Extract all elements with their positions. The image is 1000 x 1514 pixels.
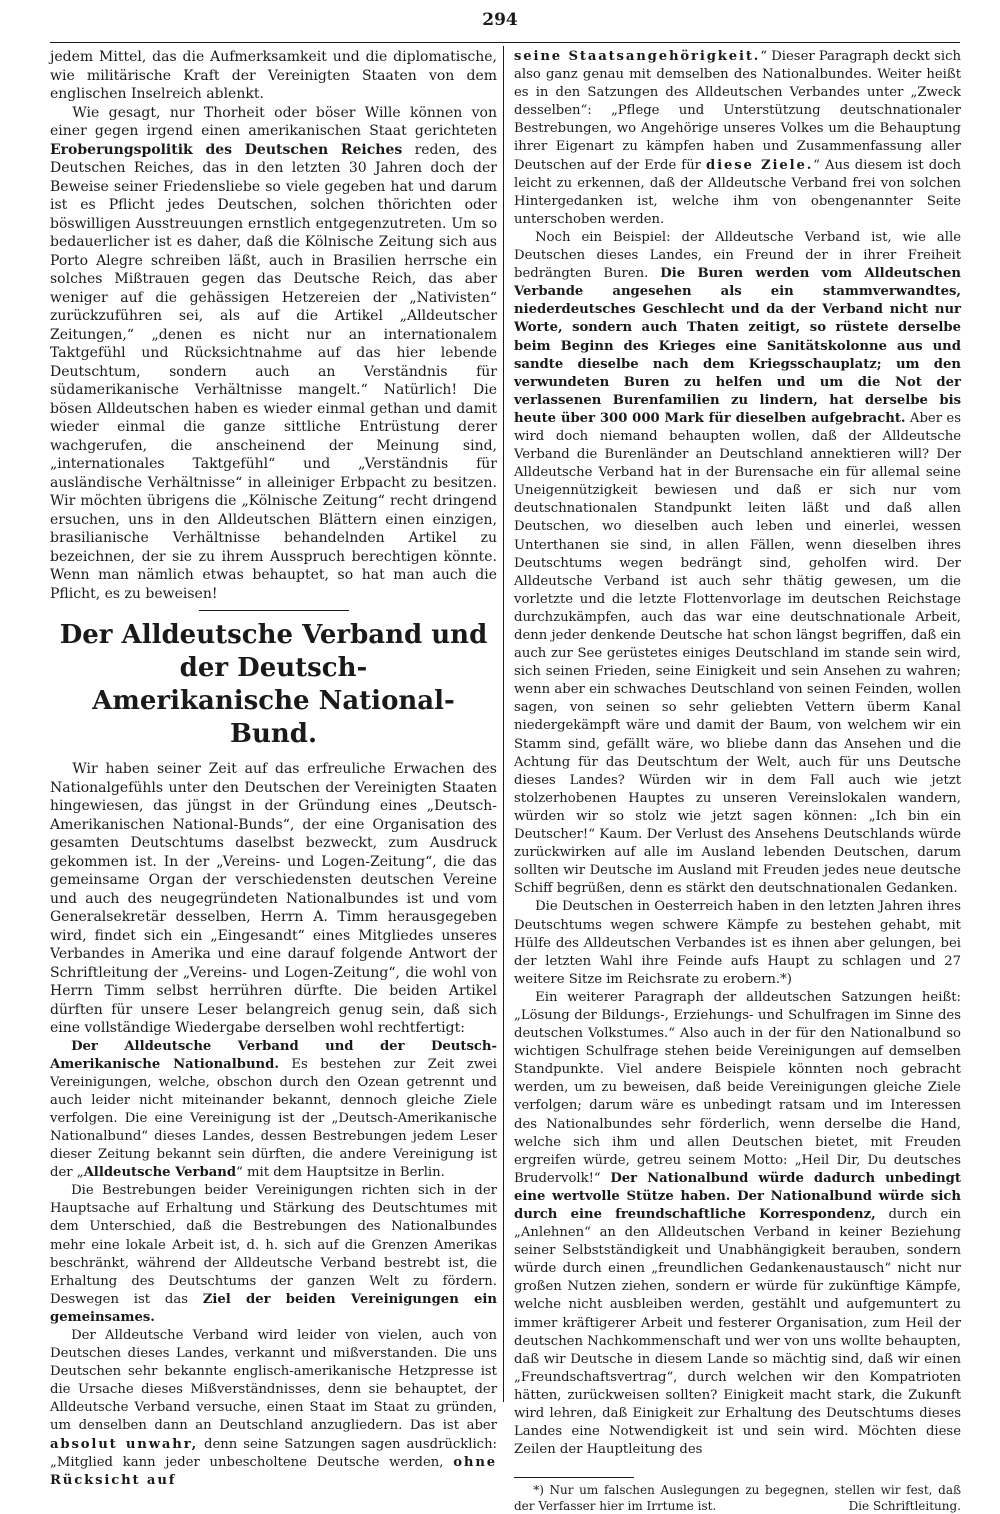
left-paragraph-5-text: Die Bestrebungen beider Vereinigungen richten sich in der Hauptsache auf Erhaltung und Stärkung des Deutschtumes mit dem Unterschied, daß die Bestrebungen des Nationalbundes mehr eine lokale Arbeit ist, d. h. sich auf die Grenzen Amerikas beschränkt, während der Alldeutsche Verband bestrebt ist, die Erhaltung des Deutschtums der ganzen Welt zu fördern. Deswegen ist das (50, 1183, 497, 1307)
right-paragraph-4-text-a: Ein weiterer Paragraph der alldeutschen Satzungen heißt: „Lösung der Bildungs-, Erziehungs- und Schulfragen im Sinne des deutschen Volkstumes.“ Also auch in der für den Nationalbund so wichtigen Schulfrage stehen beide Vereinigungen auf demselben Standpunkte. Viel andere Beispiele könnten noch gebracht werden, um zu beweisen, daß beide Vereinigungen gleiche Ziele verfolgen; darum wäre es unbedingt ratsam und im Interessen des Nationalbundes sehr förderlich, wenn derselbe die Hand, welche sich ihm und allen Deutschen bietet, mit Freuden ergreifen würde, getreu seinem Motto: „Heil Dir, Du deutsches Brudervolk!“ (514, 989, 961, 1186)
left-paragraph-4-text-a: Es bestehen zur Zeit zwei Vereinigungen, welche, obschon durch den Ozean getrennt und auch leider nicht miteinander bekannt, dennoch gleiche Ziele verfolgen. Die eine Vereinigung ist der „Deutsch-Amerikanische Nationalbund“ dieses Landes, dessen Bestrebungen jedem Leser dieser Zeitung bekannt sein dürften, die andere Vereinigung ist der „ (50, 1056, 498, 1181)
left-paragraph-6-spaced: absolut unwahr, (50, 1436, 199, 1452)
article-lead: Der Alldeutsche Verband und der Deutsch-Amerikanische Nationalbund. (50, 1038, 497, 1072)
section-title-line-2: Amerikanische National-Bund. (92, 686, 455, 749)
footnote-rule (514, 1477, 634, 1478)
left-paragraph-4-text-b: “ mit dem Hauptsitze in Berlin. (236, 1165, 445, 1181)
section-divider (199, 610, 349, 611)
column-divider (503, 46, 504, 1402)
left-paragraph-1: jedem Mittel, das die Aufmerksamkeit und die diplomatische, wie militärische Kraft der Vereinigten Staaten von dem englischen Inselreich ablenkt. (50, 49, 497, 102)
right-paragraph-2-text-a: Noch ein Beispiel: der Alldeutsche Verband ist, wie alle Deutschen dieses Landes, ein Freund der in ihrer Freiheit bedrängten Buren. (514, 229, 961, 282)
left-paragraph-4 (50, 1038, 497, 1183)
right-paragraph-1-text-b: “ Aus diesem ist doch leicht zu erkennen, daß der Alldeutsche Verband frei von solchen Hintergedanken ist, welche ihm von obengenannter Seite unterschoben werden. (514, 157, 961, 227)
left-paragraph-4-bold: Alldeutsche Verband (83, 1165, 237, 1181)
section-title-line-1: Der Alldeutsche Verband und der Deutsch- (59, 620, 488, 683)
right-paragraph-2-text-b: Aber es wird doch niemand behaupten wollen, daß der Alldeutsche Verband die Burenländer an Deutschland annektieren will? Der Alldeutsche Verband hat in der Burensache ein für allemal seine Uneigennützigkeit bewiesen und daß er sich nur vom deutschnationalen Standpunkt leiten läßt und daß allen Deutschen, wo dieselben auch leben und einerlei, wessen Unterthanen sie sind, in allen Fällen, wenn dieselben ihres Deutschtums wegen bedrängt sind, geholfen wird. Der Alldeutsche Verband ist auch sehr thätig gewesen, um die vorletzte und die letzte Flottenvorlage im deutschen Reichstage durchzukämpfen, auch das war eine deutschnationale Arbeit, denn jeder denkende Deutsche hat schon längst begriffen, daß ein auch zur See gerüstetes einiges Deutschland im stande sein wird, sich seinen Frieden, seine Einigkeit und sein Ansehen zu wahren; wenn aber ein schwaches Deutschland von seinen Feinden, wollen sagen, von seinen so sehr geliebten Vettern überm Kanal niedergekämpft wäre und damit der Baum, von welchem wir ein Stamm sind, gefällt wäre, wo bliebe dann das Ansehen und die Achtung für das Deutschtum der Welt, auch für uns Deutsche dieses Landes? Würden wir in dem Fall auch wie jetzt stolzerhobenen Hauptes zu unseren Vereinslokalen wandern, würden wir so stolz wie jetzt sagen können: „Ich bin ein Deutscher!“ Kaum. Der Verlust des Ansehens Deutschlands würde zurückwirken auf alle im Ausland lebenden Deutschen, darum sollten wir Deutsche im Ausland mit Freuden jedes neue deutsche Schiff begrüßen, denn es stärkt den deutschnationalen Gedanken. (514, 410, 962, 897)
left-paragraph-6-text-a: Der Alldeutsche Verband wird leider von vielen, auch von Deutschen dieses Landes, verkannt und mißverstanden. Die uns Deutschen sehr bekannte englisch-amerikanische Hetzpresse ist die Ursache dieses Mißverständnisses, denn sie behauptet, der Alldeutsche Verband versuche, einen Staat im Staat zu gründen, um denselben dann an Deutschland anzugliedern. Das ist aber (50, 1328, 497, 1434)
right-paragraph-1-spaced-2: diese Ziele. (706, 157, 814, 173)
header-rule (50, 42, 960, 43)
right-paragraph-2 (514, 229, 961, 898)
left-paragraph-3: Wir haben seiner Zeit auf das erfreuliche Erwachen des Nationalgefühls unter den Deutschen der Vereinigten Staaten hingewiesen, das jüngst in der Gründung eines „Deutsch-Amerikanischen National-Bunds“, der eine Organisation des gesamten Deutschtums daselbst bezweckt, zum Ausdruck gekommen ist. In der „Vereins- und Logen-Zeitung“, die das gemeinsame Organ der verschiedensten deutschen Vereine und auch des neugegründeten Nationalbundes ist und vom Generalsekretär desselben, Herrn A. Timm herausgegeben wird, findet sich ein „Eingesandt“ eines Mitgliedes unseres Verbandes in Amerika und eine darauf folgende Antwort der Schriftleitung der „Vereins- und Logen-Zeitung“, die wohl von Herrn Timm selbst herrühren dürfte. Die beiden Artikel dürften für unsere Leser belangreich genug sein, daß sich eine vollständige Wiedergabe derselben wohl rechtfertigt: (50, 761, 497, 1036)
left-paragraph-6-text-b: denn seine Satzungen sagen ausdrücklich: „Mitglied kann jeder unbescholtene Deutsche werden, (50, 1436, 498, 1470)
page-number: 294 (482, 10, 518, 30)
left-paragraph-5 (50, 1182, 497, 1327)
right-paragraph-4 (514, 989, 961, 1459)
left-paragraph-6 (50, 1327, 497, 1490)
section-title (50, 619, 497, 751)
right-paragraph-4-text-b: durch ein „Anlehnen“ an den Alldeutschen Verband in keiner Beziehung seiner Selbstständigkeit und Unabhängigkeit berauben, sondern würde durch einen „freundlichen Gedankenaustausch“ nicht nur großen Nutzen ziehen, sondern er würde für zukünftige Kämpfe, welche nicht ausbleiben werden, gestählt und aufgemuntert zu immer kräftigerer Arbeit und festerer Organisation, zum Heil der deutschen Nachkommenschaft und wer von uns wollte behaupten, daß wir Deutsche in diesem Lande so mächtig sind, daß wir einen „Freundschaftsvertrag“, durch welchen wir den Kompatrioten hätten, zurückweisen sollten? Einigkeit macht stark, die Zukunft wird lehren, daß Einigkeit zur Erhaltung des Deutschtums dieses Landes eine Notwendigkeit ist und sein wird. Möchten diese Zeilen der Hauptleitung des (514, 1207, 961, 1458)
right-paragraph-2-bold: Die Buren werden vom Alldeutschen Verbande angesehen als ein stammverwandtes, niederdeutsches Geschlecht und da der Verband nicht nur Worte, sondern auch Thaten zeitigt, so rüstete derselbe beim Beginn des Krieges eine Sanitätskolonne aus und sandte dieselbe nach dem Kriegsschauplatz; um den verwundeten Buren zu helfen und um die Not der verlassenen Burenfamilien zu lindern, hat derselbe bis heute über 300 000 Mark für dieselben aufgebracht. (514, 266, 962, 426)
footnote-signature: Die Schriftleitung. (848, 1499, 961, 1514)
left-paragraph-5-bold: Ziel der beiden Vereinigungen ein gemeinsames. (50, 1291, 497, 1325)
left-paragraph-6-spaced-2: ohne Rücksicht auf (50, 1454, 497, 1488)
right-paragraph-1-spaced: seine Staatsangehörigkeit. (514, 49, 761, 64)
right-column (514, 48, 961, 1514)
left-paragraph-2-text-b: reden, des Deutschen Reiches, das in den letzten 30 Jahren doch der Beweise seiner Friedensliebe so viele gegeben hat und darum ist es Pflicht jedes Deutschen, solchen thörichten oder böswilligen Ausstreuungen ernstlich entgegenzutreten. Um so bedauerlicher ist es daher, daß die Kölnische Zeitung sich aus Porto Alegre schreiben läßt, auch in Brasilien herrsche ein solches Mißtrauen gegen das Deutsche Reich, das aber weniger auf die gehässigen Hetzereien der „Nativisten“ zurückzuführen sei, als auf die Artikel „Alldeutscher Zeitungen,“ „denen es nicht nur an internationalem Taktgefühl und Rücksichtnahme auf das hier lebende Deutschtum, sondern auch an Verständnis für südamerikanische Verhältnisse mangelt.“ Natürlich! Die bösen Alldeutschen haben es wieder einmal gethan und damit wieder einmal die ganze sittliche Entrüstung derer wachgerufen, die anscheinend der Meinung sind, „internationales Taktgefühl“ und „Verständnis für ausländische Verhältnisse“ in alleiniger Erbpacht zu besitzen. Wir möchten übrigens die „Kölnische Zeitung“ recht dringend ersuchen, uns in den Alldeutschen Blättern einen einzigen, brasilianische Verhältnisse behandelnden Artikel zu bezeichnen, der sie zu ihrem Ausspruch berechtigen könnte. Wenn man nämlich etwas behauptet, so hat man auch die Pflicht, es zu beweisen! (50, 141, 497, 602)
right-paragraph-4-bold: Der Nationalbund würde dadurch unbedingt eine wertvolle Stütze haben. Der Nationalbund würde sich durch eine freundschaftliche Korrespondenz, (514, 1170, 961, 1222)
right-paragraph-1-text-a: “ Dieser Paragraph deckt sich also ganz genau mit demselben des Nationalbundes. Weiter heißt es in den Satzungen des Alldeutschen Verbandes unter „Zweck desselben“: „Pflege und Unterstützung deutschnationaler Bestrebungen, wo Angehörige unseres Volkes um die Behauptung ihrer Eigenart zu kämpfen haben und Zusammenfassung aller Deutschen auf der Erde für (514, 49, 961, 173)
left-paragraph-2 (50, 104, 497, 604)
footnote (514, 1482, 961, 1514)
right-paragraph-3: Die Deutschen in Oesterreich haben in den letzten Jahren ihres Deutschtums wegen schwere Kämpfe zu bestehen gehabt, mit Hülfe des Alldeutschen Verbandes ist es ihnen aber gelungen, bei der letzten Wahl ihre Feinde aufs Haupt zu schlagen und 27 weitere Sitze im Reichsrate zu erobern.*) (514, 899, 961, 987)
right-paragraph-1 (514, 48, 961, 229)
left-paragraph-2-text-a: Wie gesagt, nur Thorheit oder böser Wille können von einer gegen irgend einen amerikanischen Staat gerichteten (50, 104, 497, 139)
left-paragraph-2-bold: Eroberungspolitik des Deutschen Reiches (50, 141, 403, 158)
left-column (50, 48, 497, 1490)
footnote-text: *) Nur um falschen Auslegungen zu begegnen, stellen wir fest, daß der Verfasser hier im Irrtume ist. (514, 1483, 961, 1514)
